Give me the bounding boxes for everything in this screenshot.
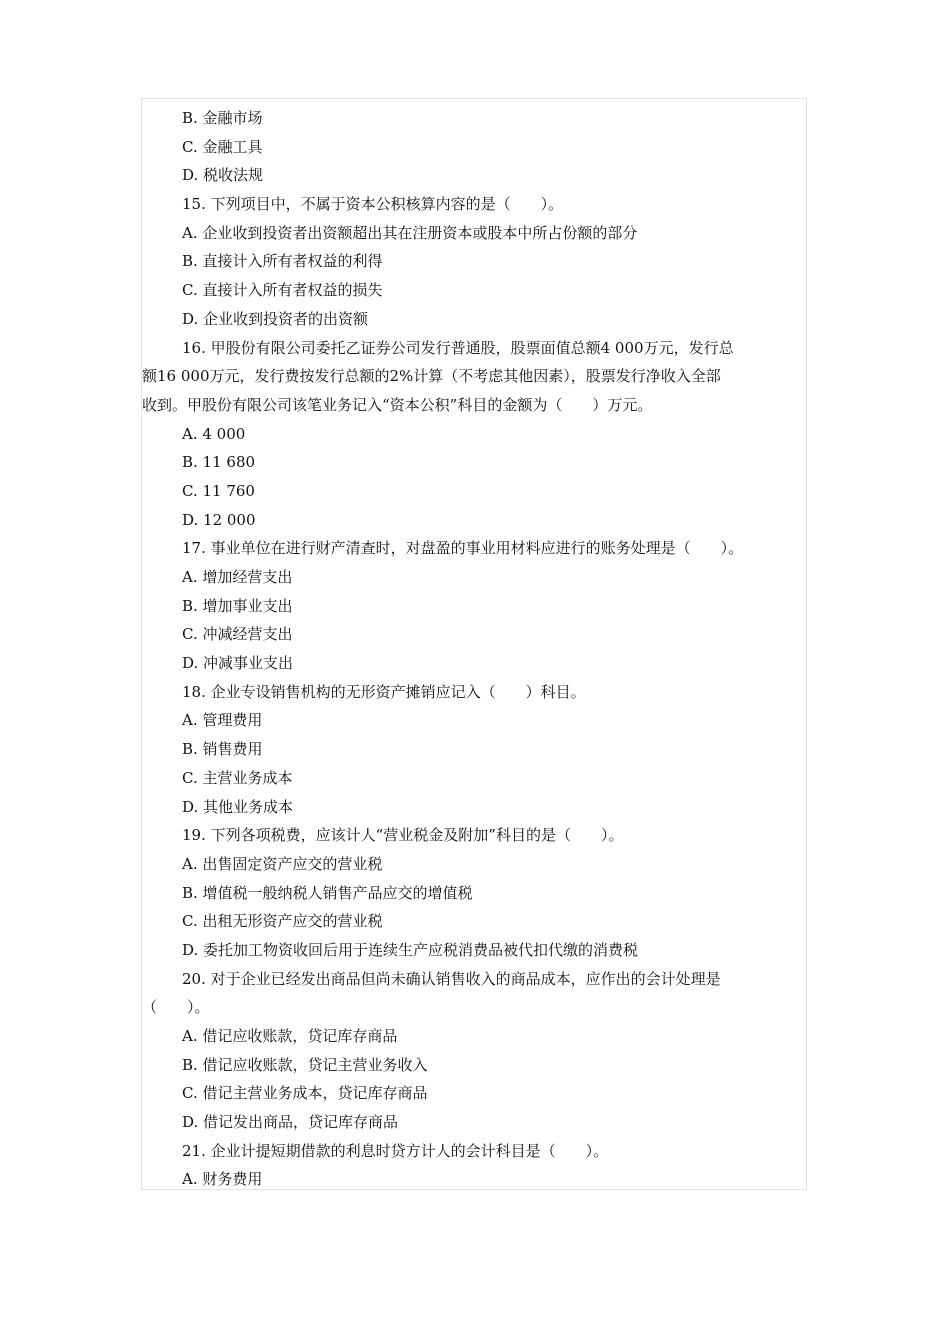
answer-option: A. 管理费用 [182, 711, 263, 730]
answer-option: C. 金融工具 [182, 137, 263, 156]
answer-option: D. 冲减事业支出 [182, 654, 294, 673]
answer-option: C. 出租无形资产应交的营业税 [182, 912, 383, 931]
answer-option: B. 直接计入所有者权益的利得 [182, 252, 383, 271]
answer-option: C. 主营业务成本 [182, 768, 293, 787]
answer-option: A. 4 000 [182, 424, 246, 443]
answer-option: B. 借记应收账款，贷记主营业务收入 [182, 1055, 428, 1074]
question-text: 17. 事业单位在进行财产清查时，对盘盈的事业用材料应进行的账务处理是（ ）。 [182, 539, 744, 558]
question-text: 20. 对于企业已经发出商品但尚未确认销售收入的商品成本，应作出的会计处理是 [182, 969, 721, 988]
answer-option: D. 企业收到投资者的出资额 [182, 309, 369, 328]
document-body [142, 104, 806, 1194]
question-text: 18. 企业专设销售机构的无形资产摊销应记入（ ）科目。 [182, 682, 586, 701]
question-text-continued: 额16 000万元，发行费按发行总额的2%计算（不考虑其他因素），股票发行净收入全部 [142, 367, 721, 386]
answer-option: D. 税收法规 [182, 166, 264, 185]
answer-option: D. 其他业务成本 [182, 797, 294, 816]
answer-option: A. 企业收到投资者出资额超出其在注册资本或股本中所占份额的部分 [182, 223, 638, 242]
question-text-continued: （ ）。 [142, 998, 210, 1017]
question-text: 16. 甲股份有限公司委托乙证券公司发行普通股，股票面值总额4 000万元，发行总 [182, 338, 734, 357]
answer-option: B. 增值税一般纳税人销售产品应交的增值税 [182, 883, 473, 902]
answer-option: A. 增加经营支出 [182, 568, 293, 586]
answer-option: A. 财务费用 [182, 1170, 263, 1189]
answer-option: B. 11 680 [182, 453, 256, 472]
answer-option: D. 12 000 [182, 510, 256, 529]
answer-option: C. 11 760 [182, 481, 255, 500]
answer-option: B. 金融市场 [182, 109, 263, 127]
question-text: 15. 下列项目中，不属于资本公积核算内容的是（ ）。 [182, 195, 564, 214]
answer-option: B. 增加事业支出 [182, 596, 293, 615]
answer-option: D. 借记发出商品，贷记库存商品 [182, 1113, 399, 1132]
answer-option: A. 借记应收账款，贷记库存商品 [182, 1027, 398, 1045]
answer-option: C. 冲减经营支出 [182, 625, 293, 644]
answer-option: C. 借记主营业务成本，贷记库存商品 [182, 1084, 428, 1103]
answer-option: B. 销售费用 [182, 740, 263, 759]
answer-option: D. 委托加工物资收回后用于连续生产应税消费品被代扣代缴的消费税 [182, 940, 639, 959]
question-text: 21. 企业计提短期借款的利息时贷方计人的会计科目是（ ）。 [182, 1141, 609, 1160]
answer-option: A. 出售固定资产应交的营业税 [182, 854, 383, 873]
question-text: 19. 下列各项税费，应该计人“营业税金及附加”科目的是（ ）。 [182, 826, 624, 845]
question-text-continued: 收到。甲股份有限公司该笔业务记入“资本公积”科目的金额为（ ）万元。 [142, 395, 653, 414]
answer-option: C. 直接计入所有者权益的损失 [182, 281, 383, 300]
